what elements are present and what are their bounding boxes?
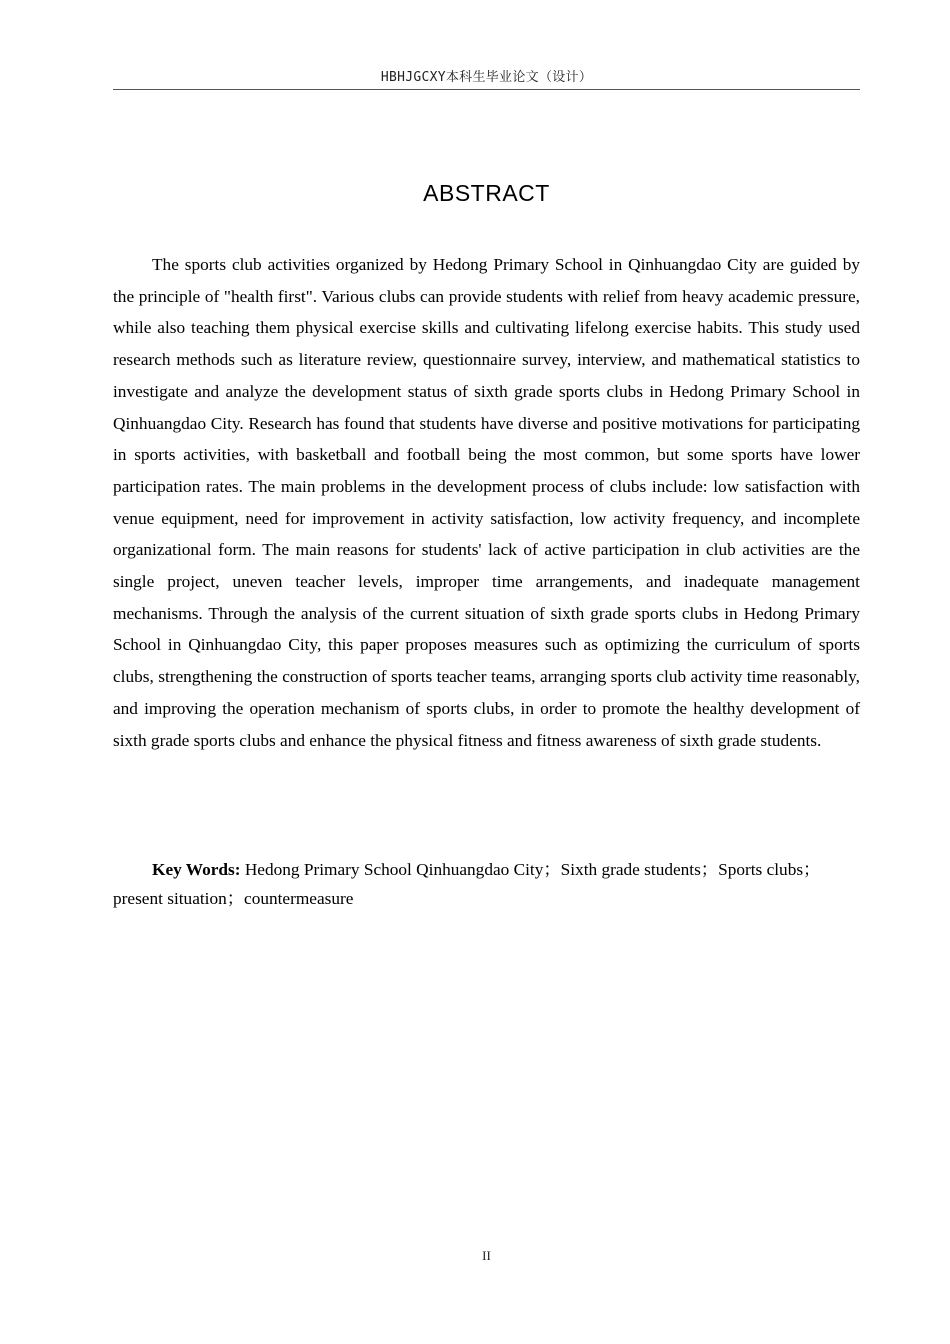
page-number: II [482, 1248, 491, 1263]
abstract-title: ABSTRACT [423, 180, 550, 206]
running-header: HBHJGCXY本科生毕业论文（设计） [380, 70, 593, 85]
abstract-body: The sports club activities organized by Hedong Primary School in Qinhuangdao City are guided by the principle of "health first". Various clubs can provide students with relief from heavy academic pressure, while also teaching them physical exercise skills and cultivating lifelong exercise habits. This study used research methods such as literature review, questionnaire survey, interview, and mathematical statistics to investigate and analyze the development status of sixth grade sports clubs in Hedong Primary School in Qinhuangdao City. Research has found that students have diverse and positive motivations for participating in sports activities, with basketball and football being the most common, but some sports have lower participation rates. The main problems in the development process of clubs include: low satisfaction with venue equipment, need for improvement in activity satisfaction, low activity frequency, and incomplete organizational form. The main reasons for students' lack of active participation in club activities are the single project, uneven teacher levels, improper time arrangements, and inadequate management mechanisms. Through the analysis of the current situation of sixth grade sports clubs in Hedong Primary School in Qinhuangdao City, this paper proposes measures such as optimizing the curriculum of sports clubs, strengthening the construction of sports teacher teams, arranging sports club activity time reasonably, and improving the operation mechanism of sports clubs, in order to promote the healthy development of sixth grade sports clubs and enhance the physical fitness and fitness awareness of sixth grade students. [113, 255, 860, 750]
keywords-text: Hedong Primary School Qinhuangdao City；Sixth grade students；Sports clubs； present situation；countermeasure [113, 860, 821, 908]
keywords-label: Key Words: [152, 860, 241, 879]
header-divider [113, 89, 860, 90]
keywords-paragraph [113, 855, 823, 913]
